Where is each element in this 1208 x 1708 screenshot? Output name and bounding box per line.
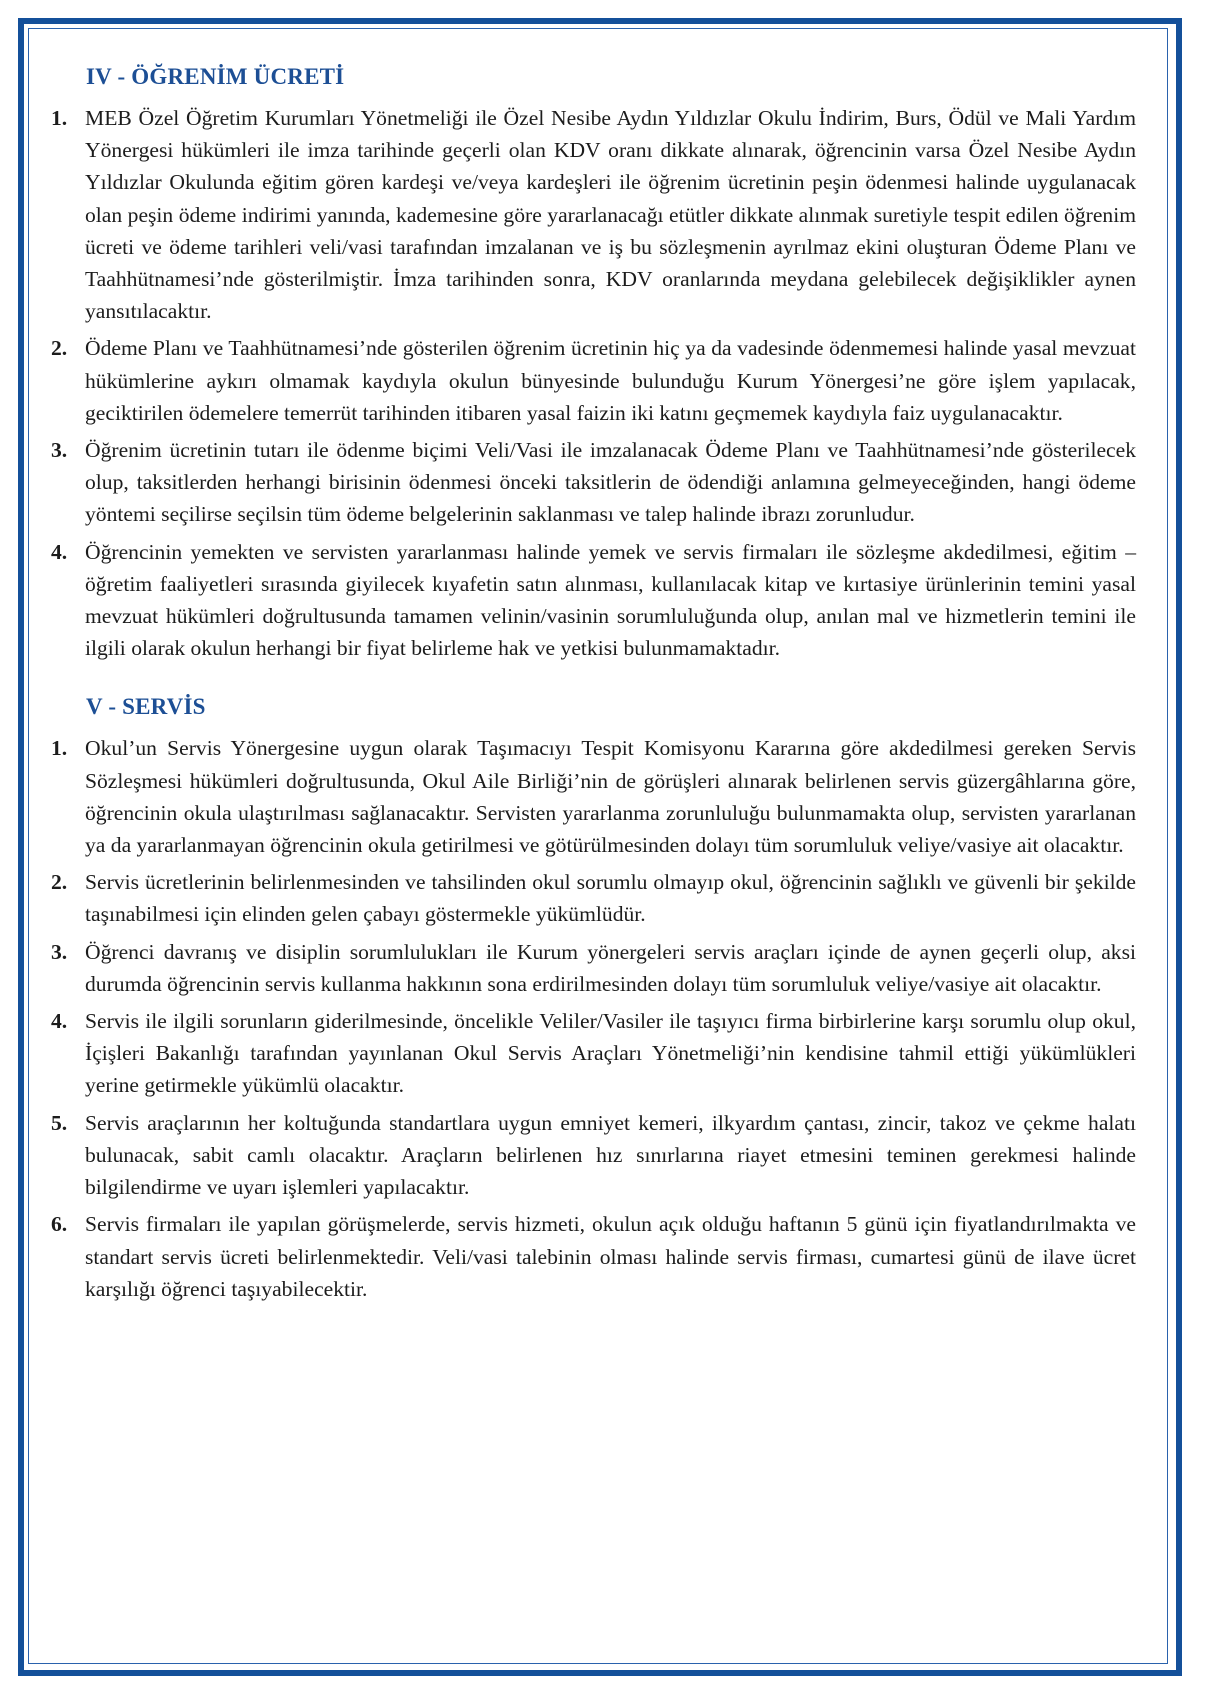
list-item	[48, 1107, 1136, 1204]
item-text: Öğrencinin yemekten ve servisten yararlanması halinde yemek ve servis firmaları ile sözleşme akdedilmesi, eğitim – öğretim faaliyetleri sırasında giyilecek kıyafetin satın alınması, kullanılacak kitap ve kırtasiye ürünlerinin temini yasal mevzuat hükümleri doğrultusunda tamamen velinin/vasinin sorumluluğunda olup, anılan mal ve hizmetlerin temini ile ilgili olarak okulun herhangi bir fiyat belirleme hak ve yetkisi bulunmamaktadır.	[85, 539, 1136, 661]
list-item	[48, 866, 1136, 930]
item-number: 4.	[51, 1009, 68, 1034]
list-item	[48, 1005, 1136, 1102]
servis-list	[48, 732, 1136, 1304]
item-number: 1.	[51, 736, 68, 761]
item-text: Okul’un Servis Yönergesine uygun olarak Taşımacıyı Tespit Komisyonu Kararına göre akdedilmesi gereken Servis Sözleşmesi hükümleri doğrultusunda, Okul Aile Birliği’nin de görüşleri alınarak belirlenen servis güzergâhlarına göre, öğrencinin okula ulaştırılması sağlanacaktır. Servisten yararlanma zorunluluğu bulunmamakta olup, servisten yararlanan ya da yararlanmayan öğrencinin okula getirilmesi ve götürülmesinden dolayı tüm sorumluluk veliye/vasiye ait olacaktır.	[85, 736, 1136, 858]
item-text: Servis firmaları ile yapılan görüşmelerde, servis hizmeti, okulun açık olduğu haftanın 5 günü için fiyatlandırılmakta ve standart servis ücreti belirlenmektedir. Veli/vasi talebinin olması halinde servis firması, cumartesi günü de ilave ücret karşılığı öğrenci taşıyabilecektir.	[85, 1212, 1136, 1301]
list-item	[48, 1208, 1136, 1305]
list-item	[48, 536, 1136, 665]
list-item	[48, 434, 1136, 531]
item-number: 2.	[51, 870, 68, 895]
item-number: 6.	[51, 1212, 68, 1237]
item-text: Servis ücretlerinin belirlenmesinden ve tahsilinden okul sorumlu olmayıp okul, öğrencinin sağlıklı ve güvenli bir şekilde taşınabilmesi için elinden gelen çabayı göstermekle yükümlüdür.	[85, 870, 1136, 927]
list-item	[48, 332, 1136, 429]
item-text: Öğrenci davranış ve disiplin sorumlulukları ile Kurum yönergeleri servis araçları içinde de aynen geçerli olup, aksi durumda öğrencinin servis kullanma hakkının sona erdirilmesinden dolayı tüm sorumluluk veliye/vasiye ait olacaktır.	[85, 939, 1136, 996]
item-number: 1.	[51, 106, 68, 130]
item-number: 4.	[51, 539, 68, 564]
list-item	[48, 102, 1136, 327]
section-title-ogrenim-ucreti: IV - ÖĞRENİM ÜCRETİ	[86, 64, 345, 89]
item-text: Öğrenim ücretinin tutarı ile ödenme biçimi Veli/Vasi ile imzalanacak Ödeme Planı ve Taahhütnamesi’nde gösterilecek olup, taksitlerden herhangi birisinin ödenmesi önceki taksitlerin de ödendiği anlamına gelmeyeceğinden, hangi ödeme yöntemi seçilirse seçilsin tüm ödeme belgelerinin saklanması ve talep halinde ibrazı zorunludur.	[85, 438, 1136, 527]
section-title-servis: V - SERVİS	[86, 694, 206, 720]
item-number: 3.	[51, 939, 68, 964]
item-number: 3.	[51, 438, 68, 463]
ogrenim-ucreti-list	[48, 102, 1136, 664]
item-text: Servis ile ilgili sorunların giderilmesinde, öncelikle Veliler/Vasiler ile taşıyıcı firma birbirlerine karşı sorumlu olup okul, İçişleri Bakanlığı tarafından yayınlanan Okul Servis Araçları Yönetmeliği’nin kendisine tahmil ettiği yükümlükleri yerine getirmekle yükümlü olacaktır.	[85, 1009, 1136, 1098]
item-text: Ödeme Planı ve Taahhütnamesi’nde gösterilen öğrenim ücretinin hiç ya da vadesinde ödenmemesi halinde yasal mevzuat hükümlerine aykırı olmamak kaydıyla okulun bünyesinde bulunduğu Kurum Yönergesi’ne göre işlem yapılacak, geciktirilen ödemelere temerrüt tarihinden itibaren yasal faizin iki katını geçmemek kaydıyla faiz uygulanacaktır.	[85, 336, 1136, 425]
item-text: MEB Özel Öğretim Kurumları Yönetmeliği ile Özel Nesibe Aydın Yıldızlar Okulu İndirim, Burs, Ödül ve Mali Yardım Yönergesi hükümleri ile imza tarihinde geçerli olan KDV oranı dikkate alınarak, öğrencinin varsa Özel Nesibe Aydın Yıldızlar Okulunda eğitim gören kardeşi ve/veya kardeşleri ile öğrenim ücretinin peşin ödenmesi halinde uygulanacak olan peşin ödeme indirimi yanında, kademesine göre yararlanacağı etütler dikkate alınmak suretiyle tespit edilen öğrenim ücreti ve ödeme tarihleri veli/vasi tarafından imzalanan ve iş bu sözleşmenin ayrılmaz ekini oluşturan Ödeme Planı ve Taahhütnamesi’nde gösterilmiştir. İmza tarihinden sonra, KDV oranlarında meydana gelebilecek değişiklikler aynen yansıtılacaktır.	[85, 106, 1136, 324]
item-number: 2.	[51, 336, 68, 361]
document-body	[48, 62, 1136, 1310]
list-item	[48, 732, 1136, 861]
list-item	[48, 936, 1136, 1000]
item-number: 5.	[51, 1110, 68, 1135]
item-text: Servis araçlarının her koltuğunda standartlara uygun emniyet kemeri, ilkyardım çantası, zincir, takoz ve çekme halatı bulunacak, sabit camlı olacaktır. Araçların belirlenen hız sınırlarına riayet etmesini teminen gerekmesi halinde bilgilendirme ve uyarı işlemleri yapılacaktır.	[85, 1110, 1136, 1200]
